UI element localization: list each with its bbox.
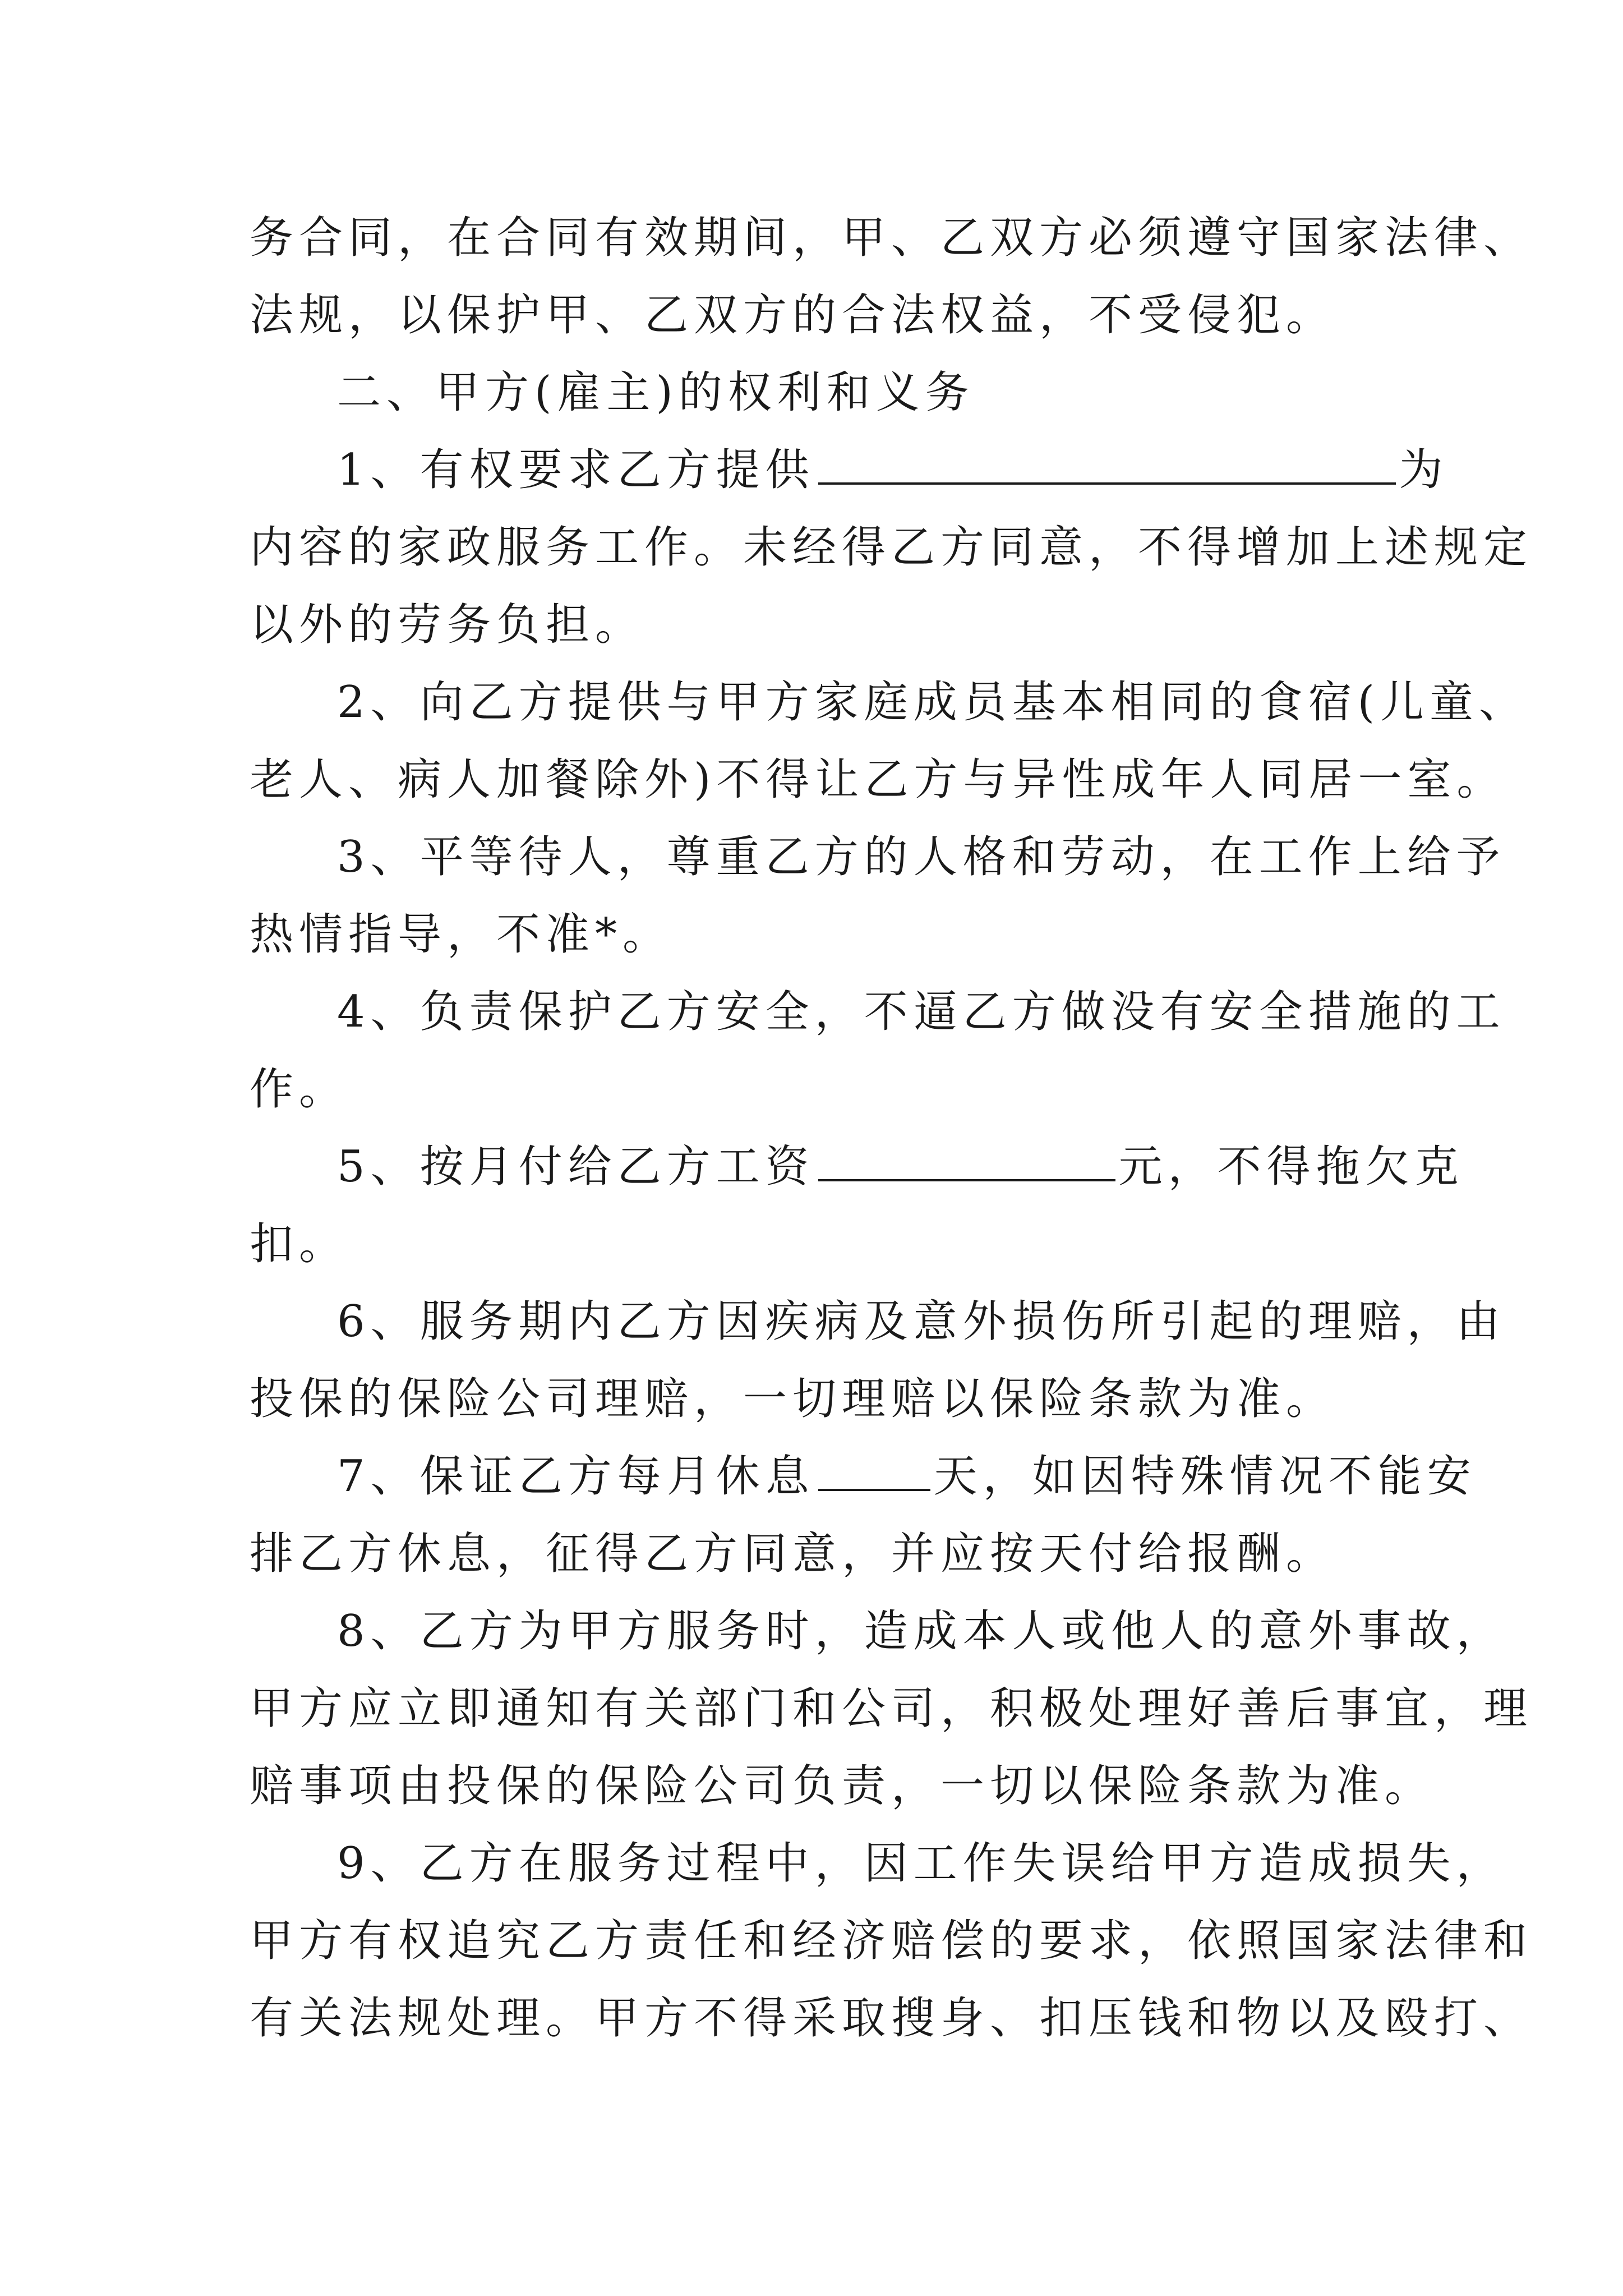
clause-7-suffix: 天，如因特殊情况不能安	[933, 1451, 1477, 1502]
text-line: 作。	[250, 1064, 349, 1115]
text-line: 务合同，在合同有效期间，甲、乙双方必须遵守国家法律、	[250, 213, 1533, 263]
text-line: 老人、病人加餐除外)不得让乙方与异性成年人同居一室。	[250, 754, 1506, 805]
clause-6-line: 6、服务期内乙方因疾病及意外损伤所引起的理赔，由	[337, 1296, 1506, 1347]
clause-7-line	[250, 1438, 1477, 1515]
clause-9-line: 9、乙方在服务过程中，因工作失误给甲方造成损失，	[337, 1838, 1506, 1889]
text-line: 内容的家政服务工作。未经得乙方同意，不得增加上述规定	[250, 522, 1533, 573]
text-line: 甲方应立即通知有关部门和公司，积极处理好善后事宜，理	[250, 1683, 1533, 1734]
section-heading: 二、甲方(雇主)的权利和义务	[337, 367, 975, 418]
text-line: 法规，以保护甲、乙双方的合法权益，不受侵犯。	[250, 290, 1336, 341]
fill-blank-monthly-wage[interactable]	[818, 1142, 1115, 1181]
fill-blank-rest-days[interactable]	[818, 1452, 930, 1491]
text-line: 以外的劳务负担。	[250, 600, 645, 650]
clause-3-line: 3、平等待人，尊重乙方的人格和劳动，在工作上给予	[337, 832, 1506, 882]
document-page	[250, 199, 1533, 2057]
clause-4-line: 4、负责保护乙方安全，不逼乙方做没有安全措施的工	[337, 987, 1506, 1037]
text-line: 排乙方休息，征得乙方同意，并应按天付给报酬。	[250, 1529, 1336, 1579]
text-line: 有关法规处理。甲方不得采取搜身、扣压钱和物以及殴打、	[250, 1993, 1533, 2044]
clause-5-text: 5、按月付给乙方工资	[337, 1142, 815, 1192]
clause-7-text: 7、保证乙方每月休息	[337, 1451, 815, 1502]
fill-blank-service-content[interactable]	[818, 445, 1396, 485]
text-line: 赔事项由投保的保险公司负责，一切以保险条款为准。	[250, 1761, 1435, 1811]
clause-8-line: 8、乙方为甲方服务时，造成本人或他人的意外事故，	[337, 1606, 1506, 1657]
clause-1-text: 1、有权要求乙方提供	[337, 445, 815, 495]
clause-5-suffix: 元，不得拖欠克	[1118, 1142, 1464, 1192]
clause-2-line: 2、向乙方提供与甲方家庭成员基本相同的食宿(儿童、	[337, 677, 1529, 728]
text-line: 投保的保险公司理赔，一切理赔以保险条款为准。	[250, 1374, 1336, 1424]
text-line: 扣。	[250, 1219, 349, 1269]
clause-1-line	[250, 431, 1449, 509]
text-line: 甲方有权追究乙方责任和经济赔偿的要求，依照国家法律和	[250, 1916, 1533, 1966]
clause-1-suffix: 为	[1399, 445, 1449, 495]
text-line: 热情指导，不准*。	[250, 909, 672, 960]
clause-5-line	[250, 1128, 1464, 1205]
